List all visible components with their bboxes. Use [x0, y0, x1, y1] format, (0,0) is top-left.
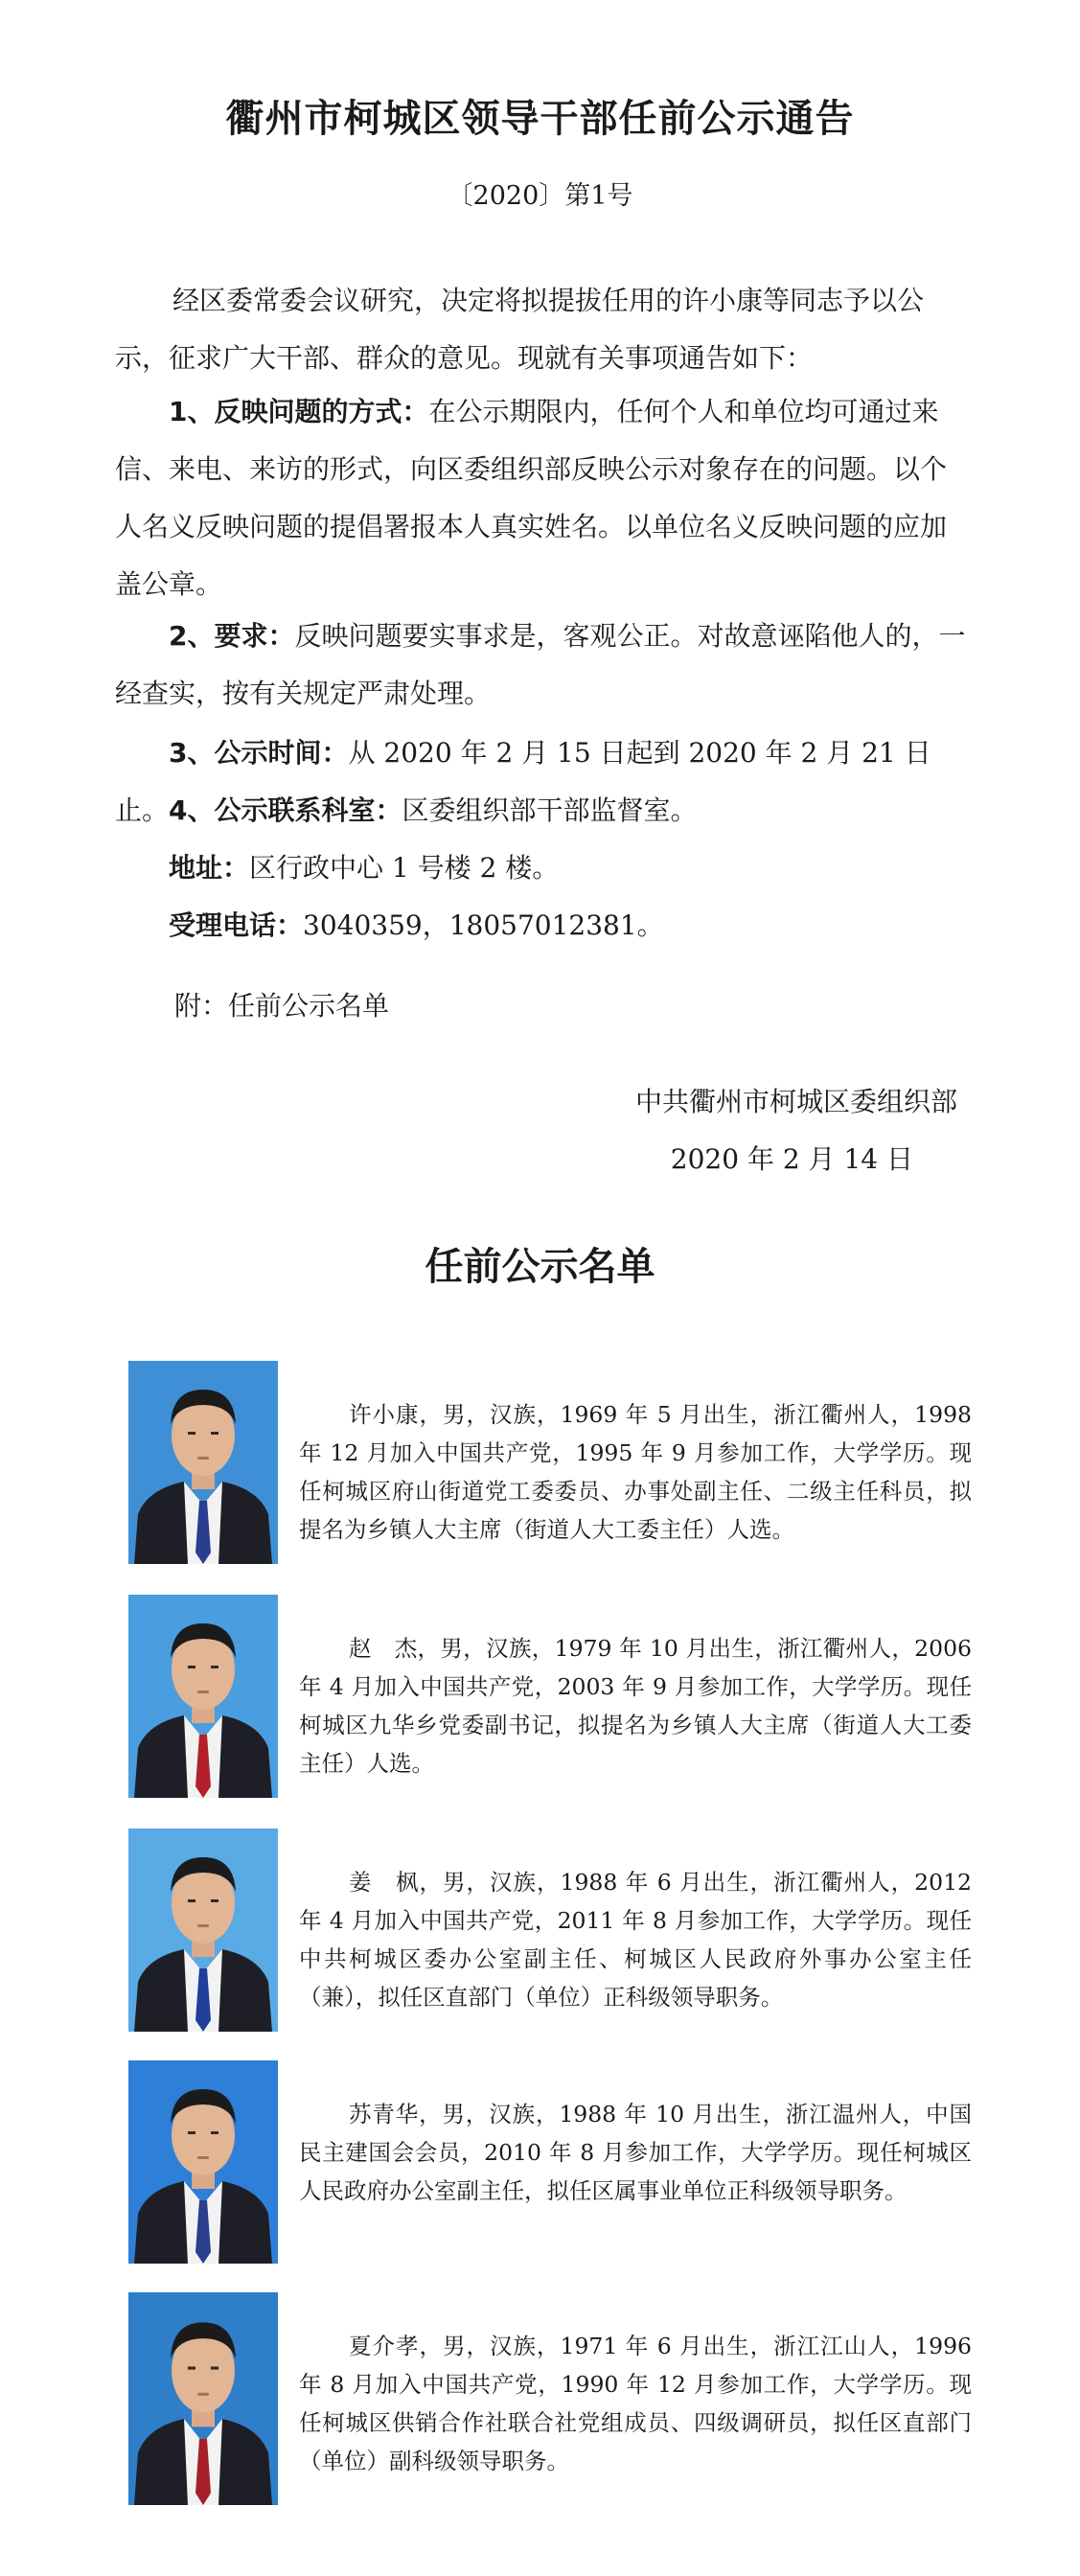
- item-text: 从 2020 年 2 月 15 日起到 2020 年 2 月 21 日止。: [115, 737, 931, 826]
- person-bio: 夏介孝，男，汉族，1971 年 6 月出生，浙江江山人，1996 年 8 月加入中国共产党，1990 年 12 月参加工作，大学学历。现任柯城区供销合作社联合社党组成员、四级调研员，拟任区直部门（单位）副科级领导职务。: [299, 2333, 972, 2474]
- item-label: 2、要求：: [169, 620, 295, 652]
- item-text: 区委组织部干部监督室。: [402, 794, 698, 826]
- person-entry: [128, 1828, 972, 2032]
- item-text: 反映问题要实事求是，客观公正。对故意诬陷他人的，一经查实，按有关规定严肃处理。: [115, 620, 966, 709]
- signature-organization: 中共衢州市柯城区委组织部: [634, 1086, 957, 1117]
- person-photo: [128, 2060, 278, 2264]
- notice-title: 衢州市柯城区领导干部任前公示通告: [225, 97, 855, 141]
- person-entry: [128, 1595, 972, 1798]
- item-phone: [115, 897, 973, 954]
- person-entry: [128, 2292, 972, 2505]
- person-bio: 姜 枫，男，汉族，1988 年 6 月出生，浙江衢州人，2012 年 4 月加入中国共产党，2011 年 8 月参加工作，大学学历。现任中共柯城区委办公室副主任、柯城区人民政府外事办公室主任（兼），拟任区直部门（单位）正科级领导职务。: [299, 1869, 972, 2011]
- signature-date: 2020 年 2 月 14 日: [670, 1143, 913, 1175]
- item-text: 在公示期限内，任何个人和单位均可通过来信、来电、来访的形式，向区委组织部反映公示对象存在的问题。以个人名义反映问题的提倡署报本人真实姓名。以单位名义反映问题的应加盖公章。: [115, 396, 948, 600]
- person-bio: 许小康，男，汉族，1969 年 5 月出生，浙江衢州人，1998 年 12 月加入中国共产党，1995 年 9 月参加工作，大学学历。现任柯城区府山街道党工委委员、办事处副主任、二级主任科员，拟提名为乡镇人大主席（街道人大工委主任）人选。: [299, 1401, 972, 1543]
- person-photo: [128, 2292, 278, 2505]
- list-title: 任前公示名单: [425, 1245, 655, 1289]
- person-photo: [128, 1595, 278, 1798]
- person-photo: [128, 1828, 278, 2032]
- person-photo: [128, 1361, 278, 1564]
- person-entry: [128, 2060, 972, 2264]
- item-label: 受理电话：: [169, 909, 304, 941]
- item-label: 3、公示时间：: [169, 737, 349, 769]
- person-bio: 苏青华，男，汉族，1988 年 10 月出生，浙江温州人，中国民主建国会会员，2010 年 8 月参加工作，大学学历。现任柯城区人民政府办公室副主任，拟任区属事业单位正科级领导职务。: [299, 2101, 972, 2204]
- person-entry: [128, 1361, 972, 1564]
- intro-paragraph: 经区委常委会议研究，决定将拟提拔任用的许小康等同志予以公示，征求广大干部、群众的意见。现就有关事项通告如下：: [115, 285, 925, 374]
- attachment-note: 附：任前公示名单: [174, 990, 390, 1022]
- item-label: 1、反映问题的方式：: [169, 396, 429, 427]
- document-number: 〔2020〕第1号: [447, 181, 633, 211]
- item-text: 3040359，18057012381。: [303, 909, 664, 941]
- person-bio: 赵 杰，男，汉族，1979 年 10 月出生，浙江衢州人，2006 年 4 月加入中国共产党，2003 年 9 月参加工作，大学学历。现任柯城区九华乡党委副书记，拟提名为乡镇人大主席（街道人大工委主任）人选。: [299, 1635, 972, 1777]
- item-feedback-method: [115, 383, 973, 613]
- item-label: 4、公示联系科室：: [169, 794, 402, 826]
- item-label: 地址：: [169, 852, 250, 884]
- item-text: 区行政中心 1 号楼 2 楼。: [249, 852, 560, 884]
- item-address: [115, 840, 973, 897]
- item-contact-office: [115, 782, 973, 840]
- item-requirements: [115, 608, 973, 723]
